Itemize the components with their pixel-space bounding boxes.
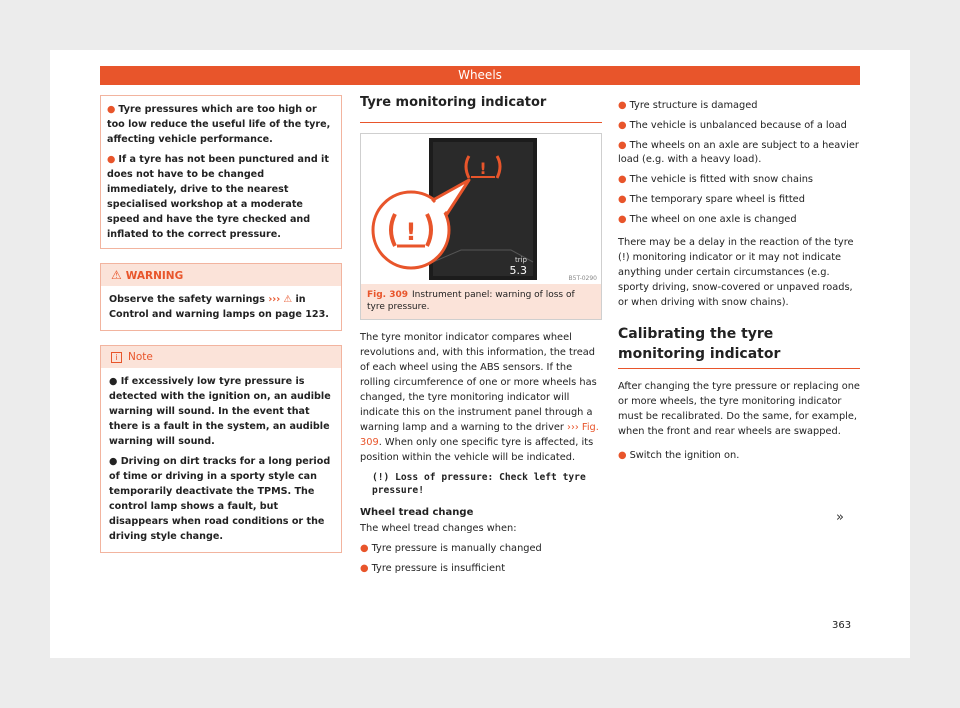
cross-ref-marker[interactable]: ››› <box>268 294 281 305</box>
instrument-panel-image <box>361 134 601 284</box>
body-paragraph: The tyre monitor indicator compares wheel revolutions and, with this information, the tread of each wheel using the ABS sensors. If the rolling circumference of one or more wheels has changed, the tyre monitoring indicator will indicate this on the instrument panel through a warning lamp and a warning to the driver ››› Fig. 309. When only one specific tyre is affected, its position within the vehicle will be indicated. <box>360 332 599 463</box>
section-heading: Tyre monitoring indicator <box>360 95 602 123</box>
warning-triangle-icon: ⚠ <box>111 268 122 282</box>
chapter-header: Wheels <box>100 66 860 85</box>
note-body <box>101 368 341 552</box>
figure-caption: Fig. 309 Instrument panel: warning of loss of tyre pressure. <box>361 284 601 319</box>
bullet-icon: ● <box>618 214 627 225</box>
instrument-panel-illustration <box>361 134 601 284</box>
info-icon: i <box>111 352 122 363</box>
list-item: ● Tyre pressure is insufficient <box>360 563 506 574</box>
tips-box <box>100 95 342 249</box>
trip-value: 5.3 <box>509 264 527 277</box>
bullet-icon: ● <box>618 120 627 131</box>
warning-box <box>100 263 342 331</box>
bullet-icon: ● <box>107 104 116 115</box>
warning-text: Observe the safety warnings ››› ⚠ in Control and warning lamps on page 123. <box>109 294 329 320</box>
sub-intro: The wheel tread changes when: <box>360 523 517 534</box>
body-paragraph: After changing the tyre pressure or replacing one or more wheels, the tyre monitoring indicator must be recalibrated. Do the same, for example, when the front and rear wheels are swapped. <box>618 381 860 437</box>
note-item: ● If excessively low tyre pressure is detected with the ignition on, an audible warning will sound. In the event that there is a fault in the system, an audible warning will sound. <box>109 376 331 447</box>
tyre-pressure-warning-icon: (!) <box>372 472 390 483</box>
body-paragraph: There may be a delay in the reaction of the tyre (!) monitoring indicator or it may not indicate anything under certain circumstances (e.g. sporty driving, snow-covered or unpaved roads, or when driving with snow chains). <box>618 237 854 308</box>
tips-item: ● Tyre pressures which are too high or too low reduce the useful life of the tyre, affecting vehicle performance. <box>107 104 331 145</box>
display-message: (!) Loss of pressure: Check left tyre pressure! <box>372 472 586 496</box>
bullet-icon: ● <box>109 376 121 387</box>
bullet-icon: ● <box>109 456 121 467</box>
bullet-icon: ● <box>618 194 627 205</box>
bullet-icon: ● <box>107 154 116 165</box>
subheading: Wheel tread change <box>360 507 474 518</box>
list-item: ● The temporary spare wheel is fitted <box>618 194 805 205</box>
note-box <box>100 345 342 553</box>
list-item: ● The wheel on one axle is changed <box>618 214 797 225</box>
figure-code: B5T-0290 <box>568 275 597 282</box>
bullet-icon: ● <box>618 140 627 151</box>
list-item: ● The wheels on an axle are subject to a heavier load (e.g. with a heavy load). <box>618 140 859 165</box>
page-number: 363 <box>832 620 852 631</box>
note-item: ● Driving on dirt tracks for a long period of time or driving in a sporty style can temporarily deactivate the TPMS. The control lamp shows a fault, but disappears when road conditions or the driving style change. <box>109 456 331 542</box>
bullet-icon: ● <box>618 450 627 461</box>
bullet-icon: ● <box>618 174 627 185</box>
bullet-icon: ● <box>360 563 369 574</box>
note-title: i Note <box>101 346 341 368</box>
svg-text:!: ! <box>405 218 417 246</box>
list-item: ● The vehicle is unbalanced because of a load <box>618 120 847 131</box>
section-heading: Calibrating the tyre monitoring indicator <box>618 324 860 369</box>
warning-triangle-icon: ⚠ <box>283 294 293 305</box>
list-item: ● The vehicle is fitted with snow chains <box>618 174 814 185</box>
bullet-icon: ● <box>360 543 369 554</box>
trip-label: trip <box>514 256 527 264</box>
middle-column <box>360 95 602 576</box>
step-item: ● Switch the ignition on. <box>618 450 740 461</box>
bullet-icon: ● <box>618 100 627 111</box>
figure-309 <box>360 133 602 320</box>
warning-title: ⚠ WARNING <box>101 264 341 286</box>
continue-marker: » <box>836 510 844 525</box>
list-item: ● Tyre pressure is manually changed <box>360 543 542 554</box>
right-column <box>618 95 860 463</box>
figure-link[interactable]: ››› Fig. 309 <box>360 422 599 448</box>
tips-item: ● If a tyre has not been punctured and it does not have to be changed immediately, drive to the nearest specialised workshop at a moderate speed and have the tyre checked and inflated to the correct pressure. <box>107 154 329 240</box>
svg-text:!: ! <box>479 159 487 178</box>
list-item: ● Tyre structure is damaged <box>618 100 758 111</box>
left-column <box>100 95 342 553</box>
